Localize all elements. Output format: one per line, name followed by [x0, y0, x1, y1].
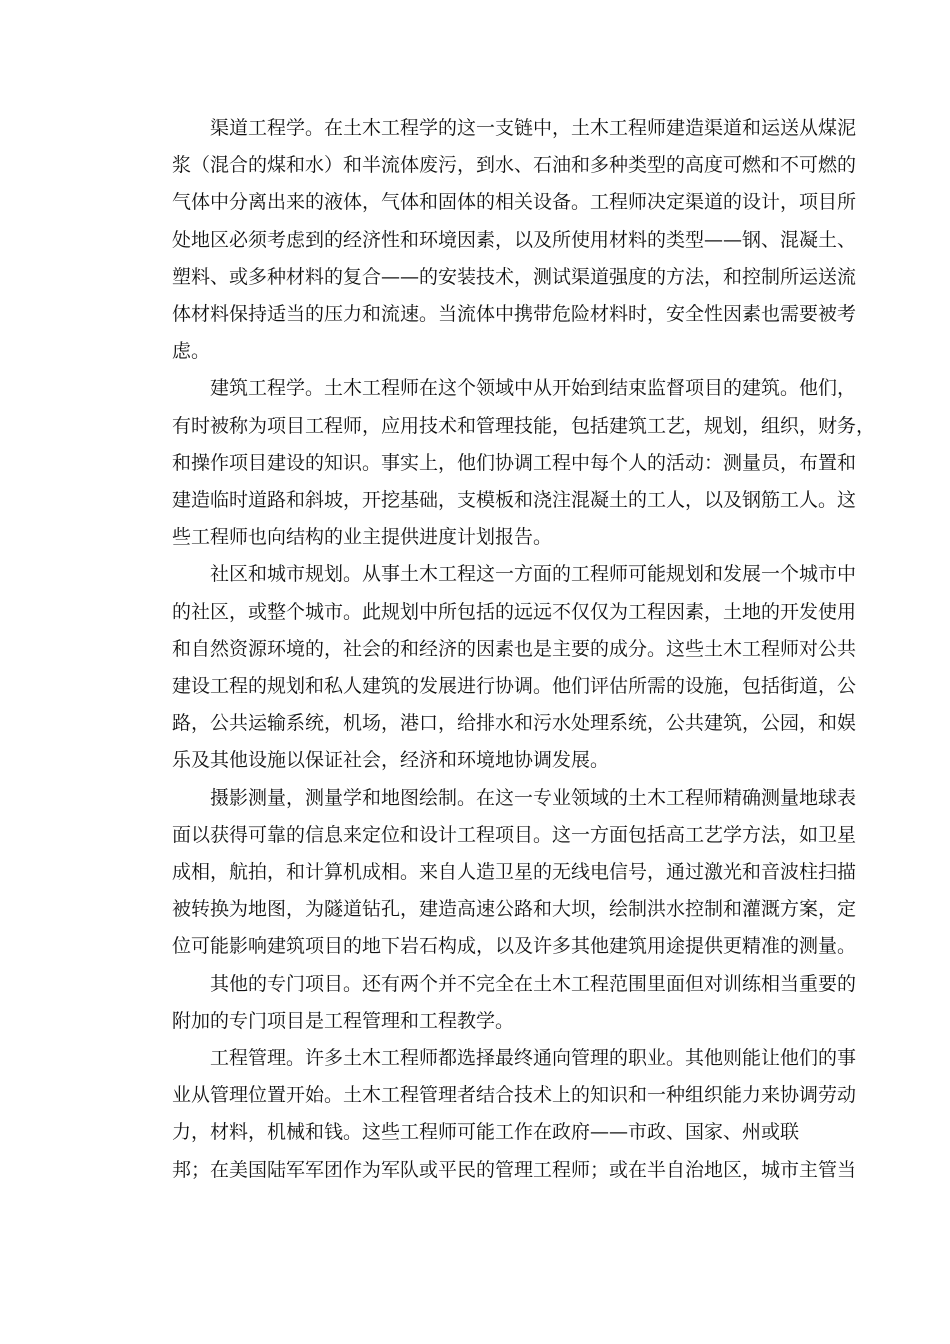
text-line: 路，公共运输系统，机场，港口，给排水和污水处理系统，公共建筑，公园，和娱 — [172, 712, 857, 735]
text-line: 气体中分离出来的液体，气体和固体的相关设备。工程师决定渠道的设计，项目所 — [172, 191, 857, 214]
text-line: 虑。 — [172, 340, 211, 363]
document-body — [134, 110, 876, 1189]
text-line: 有时被称为项目工程师，应用技术和管理技能，包括建筑工艺，规划，组织，财务， — [172, 414, 876, 437]
text-line: 摄影测量，测量学和地图绘制。在这一专业领域的土木工程师精确测量地球表 — [210, 786, 857, 809]
text-line: 些工程师也向结构的业主提供进度计划报告。 — [172, 526, 553, 549]
text-line: 和操作项目建设的知识。事实上，他们协调工程中每个人的活动：测量员，布置和 — [172, 451, 857, 474]
paragraph-pipeline-engineering — [134, 110, 857, 370]
text-line: 体材料保持适当的压力和流速。当流体中携带危险材料时，安全性因素也需要被考 — [172, 303, 857, 326]
paragraph-other-specialties — [134, 966, 857, 1040]
text-line: 附加的专门项目是工程管理和工程教学。 — [172, 1009, 515, 1032]
text-line: 渠道工程学。在土木工程学的这一支链中，土木工程师建造渠道和运送从煤泥 — [210, 117, 857, 139]
text-line: 其他的专门项目。还有两个并不完全在土木工程范围里面但对训练相当重要的 — [210, 972, 857, 995]
text-line: 社区和城市规划。从事土木工程这一方面的工程师可能规划和发展一个城市中 — [210, 563, 857, 586]
text-line: 建设工程的规划和私人建筑的发展进行协调。他们评估所需的设施，包括街道，公 — [172, 675, 857, 698]
text-line: 的社区，或整个城市。此规划中所包括的远远不仅仅为工程因素，土地的开发使用 — [172, 600, 857, 623]
text-line: 位可能影响建筑项目的地下岩石构成，以及许多其他建筑用途提供更精准的测量。 — [172, 935, 857, 958]
text-line: 工程管理。许多土木工程师都选择最终通向管理的职业。其他则能让他们的事 — [210, 1047, 857, 1070]
text-line: 业从管理位置开始。土木工程管理者结合技术上的知识和一种组织能力来协调劳动 — [172, 1084, 857, 1107]
text-line: 处地区必须考虑到的经济性和环境因素，以及所使用材料的类型——钢、混凝土、 — [172, 228, 857, 251]
paragraph-urban-planning — [134, 556, 857, 779]
text-line: 塑料、或多种材料的复合——的安装技术，测试渠道强度的方法，和控制所运送流 — [172, 265, 857, 288]
paragraph-engineering-management — [134, 1040, 857, 1189]
paragraph-construction-engineering — [134, 370, 876, 556]
text-line: 被转换为地图，为隧道钻孔，建造高速公路和大坝，绘制洪水控制和灌溉方案，定 — [172, 898, 857, 921]
text-line: 乐及其他设施以保证社会，经济和环境地协调发展。 — [172, 749, 610, 772]
text-line: 和自然资源环境的，社会的和经济的因素也是主要的成分。这些土木工程师对公共 — [172, 637, 857, 660]
text-line: 面以获得可靠的信息来定位和设计工程项目。这一方面包括高工艺学方法，如卫星 — [172, 823, 857, 846]
paragraph-surveying-mapping — [134, 780, 857, 966]
text-line: 邦；在美国陆军军团作为军队或平民的管理工程师；或在半自治地区，城市主管当 — [172, 1158, 857, 1181]
text-line: 力，材料，机械和钱。这些工程师可能工作在政府——市政、国家、州或联 — [172, 1121, 800, 1144]
text-line: 成相，航拍，和计算机成相。来自人造卫星的无线电信号，通过激光和音波柱扫描 — [172, 861, 857, 884]
text-line: 浆（混合的煤和水）和半流体废污，到水、石油和多种类型的高度可燃和不可燃的 — [172, 154, 857, 177]
text-line: 建造临时道路和斜坡，开挖基础，支模板和浇注混凝土的工人，以及钢筋工人。这 — [172, 489, 857, 512]
text-line: 建筑工程学。土木工程师在这个领域中从开始到结束监督项目的建筑。他们， — [210, 377, 857, 400]
